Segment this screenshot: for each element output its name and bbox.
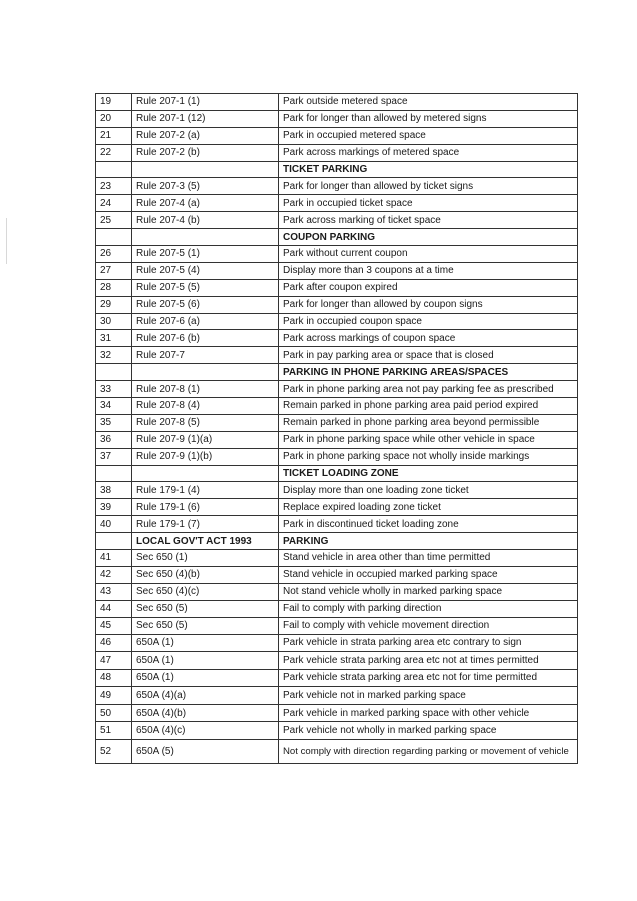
rule-reference-cell: Rule 207-1 (1) bbox=[132, 94, 279, 111]
rule-reference-cell: 650A (1) bbox=[132, 652, 279, 670]
offence-description-cell: Park outside metered space bbox=[279, 94, 578, 111]
offence-description-cell: Park for longer than allowed by coupon signs bbox=[279, 296, 578, 313]
offence-description-cell: Park vehicle in marked parking space with other vehicle bbox=[279, 704, 578, 722]
offence-number-cell bbox=[96, 161, 132, 178]
rule-reference-cell bbox=[132, 229, 279, 246]
rule-reference-cell bbox=[132, 364, 279, 381]
section-header-row bbox=[96, 229, 578, 246]
table-row bbox=[96, 127, 578, 144]
offence-description-cell: Stand vehicle in occupied marked parking space bbox=[279, 566, 578, 583]
offence-number-cell: 24 bbox=[96, 195, 132, 212]
rule-reference-cell bbox=[132, 465, 279, 482]
offence-description-cell: TICKET PARKING bbox=[279, 161, 578, 178]
offence-number-cell: 19 bbox=[96, 94, 132, 111]
offence-description-cell: Park for longer than allowed by metered signs bbox=[279, 110, 578, 127]
offence-number-cell bbox=[96, 533, 132, 550]
offence-number-cell: 45 bbox=[96, 617, 132, 634]
offence-number-cell: 52 bbox=[96, 740, 132, 764]
rule-reference-cell: Rule 207-3 (5) bbox=[132, 178, 279, 195]
offence-description-cell: Fail to comply with parking direction bbox=[279, 600, 578, 617]
offence-description-cell: Stand vehicle in area other than time permitted bbox=[279, 550, 578, 567]
offence-number-cell bbox=[96, 364, 132, 381]
offence-description-cell: Park across markings of metered space bbox=[279, 144, 578, 161]
table-row bbox=[96, 381, 578, 398]
offence-description-cell: Park in occupied coupon space bbox=[279, 313, 578, 330]
rule-reference-cell: 650A (1) bbox=[132, 634, 279, 652]
section-header-row bbox=[96, 161, 578, 178]
offence-description-cell: Park vehicle not wholly in marked parking space bbox=[279, 722, 578, 740]
table-row bbox=[96, 279, 578, 296]
table-row bbox=[96, 431, 578, 448]
table-row bbox=[96, 566, 578, 583]
table-row bbox=[96, 482, 578, 499]
offence-number-cell: 50 bbox=[96, 704, 132, 722]
rule-reference-cell: Rule 207-2 (b) bbox=[132, 144, 279, 161]
offence-description-cell: Park in phone parking space not wholly inside markings bbox=[279, 448, 578, 465]
offence-description-cell: Park in occupied metered space bbox=[279, 127, 578, 144]
offence-number-cell: 36 bbox=[96, 431, 132, 448]
offence-description-cell: PARKING IN PHONE PARKING AREAS/SPACES bbox=[279, 364, 578, 381]
rule-reference-cell: Sec 650 (4)(c) bbox=[132, 583, 279, 600]
offence-number-cell: 25 bbox=[96, 212, 132, 229]
table-row bbox=[96, 687, 578, 705]
table-row bbox=[96, 652, 578, 670]
offence-number-cell: 31 bbox=[96, 330, 132, 347]
rule-reference-cell: Sec 650 (1) bbox=[132, 550, 279, 567]
offence-description-cell: Park in phone parking area not pay parking fee as prescribed bbox=[279, 381, 578, 398]
table-row bbox=[96, 414, 578, 431]
offence-description-cell: Park in pay parking area or space that is closed bbox=[279, 347, 578, 364]
rule-reference-cell: Rule 179-1 (6) bbox=[132, 499, 279, 516]
offence-description-cell: COUPON PARKING bbox=[279, 229, 578, 246]
rule-reference-cell: Rule 207-4 (b) bbox=[132, 212, 279, 229]
rule-reference-cell: 650A (4)(b) bbox=[132, 704, 279, 722]
offence-number-cell: 37 bbox=[96, 448, 132, 465]
table-row bbox=[96, 669, 578, 687]
offence-number-cell: 30 bbox=[96, 313, 132, 330]
offence-number-cell: 26 bbox=[96, 246, 132, 263]
rule-reference-cell: 650A (4)(c) bbox=[132, 722, 279, 740]
scan-edge-mark bbox=[6, 218, 7, 264]
table-row bbox=[96, 499, 578, 516]
offence-description-cell: Remain parked in phone parking area beyond permissible bbox=[279, 414, 578, 431]
rule-reference-cell: 650A (5) bbox=[132, 740, 279, 764]
offence-description-cell: Park vehicle in strata parking area etc contrary to sign bbox=[279, 634, 578, 652]
offence-number-cell: 23 bbox=[96, 178, 132, 195]
section-header-row bbox=[96, 533, 578, 550]
offence-number-cell: 39 bbox=[96, 499, 132, 516]
offence-number-cell: 21 bbox=[96, 127, 132, 144]
table-row bbox=[96, 347, 578, 364]
offence-number-cell: 34 bbox=[96, 398, 132, 415]
offence-description-cell: Replace expired loading zone ticket bbox=[279, 499, 578, 516]
section-header-row bbox=[96, 364, 578, 381]
rule-reference-cell: Rule 207-1 (12) bbox=[132, 110, 279, 127]
table-row bbox=[96, 212, 578, 229]
rule-reference-cell: Rule 207-8 (4) bbox=[132, 398, 279, 415]
table-row bbox=[96, 448, 578, 465]
offence-number-cell: 42 bbox=[96, 566, 132, 583]
section-header-row bbox=[96, 465, 578, 482]
offence-number-cell: 49 bbox=[96, 687, 132, 705]
rule-reference-cell: Rule 207-8 (1) bbox=[132, 381, 279, 398]
table-row bbox=[96, 262, 578, 279]
offence-description-cell: Park without current coupon bbox=[279, 246, 578, 263]
offence-number-cell: 35 bbox=[96, 414, 132, 431]
rule-reference-cell: 650A (4)(a) bbox=[132, 687, 279, 705]
rule-reference-cell: Sec 650 (5) bbox=[132, 600, 279, 617]
offence-number-cell: 33 bbox=[96, 381, 132, 398]
table-row bbox=[96, 634, 578, 652]
offence-description-cell: Park vehicle not in marked parking space bbox=[279, 687, 578, 705]
table-row bbox=[96, 722, 578, 740]
rule-reference-cell: Rule 207-9 (1)(b) bbox=[132, 448, 279, 465]
offence-number-cell: 38 bbox=[96, 482, 132, 499]
rule-reference-cell: Rule 207-5 (4) bbox=[132, 262, 279, 279]
table-row bbox=[96, 330, 578, 347]
offence-number-cell: 20 bbox=[96, 110, 132, 127]
offence-description-cell: Display more than 3 coupons at a time bbox=[279, 262, 578, 279]
offence-description-cell: Display more than one loading zone ticket bbox=[279, 482, 578, 499]
rule-reference-cell: Rule 179-1 (4) bbox=[132, 482, 279, 499]
rule-reference-cell: Rule 207-6 (a) bbox=[132, 313, 279, 330]
table-row bbox=[96, 296, 578, 313]
table-row bbox=[96, 600, 578, 617]
offence-number-cell: 44 bbox=[96, 600, 132, 617]
rule-reference-cell: Rule 207-7 bbox=[132, 347, 279, 364]
table-row bbox=[96, 704, 578, 722]
offence-description-cell: PARKING bbox=[279, 533, 578, 550]
table-row bbox=[96, 583, 578, 600]
table-row bbox=[96, 144, 578, 161]
rule-reference-cell: Rule 207-9 (1)(a) bbox=[132, 431, 279, 448]
rule-reference-cell: Rule 207-8 (5) bbox=[132, 414, 279, 431]
offence-description-cell: Fail to comply with vehicle movement direction bbox=[279, 617, 578, 634]
rule-reference-cell: LOCAL GOV'T ACT 1993 bbox=[132, 533, 279, 550]
table-row bbox=[96, 313, 578, 330]
offence-description-cell: Park in occupied ticket space bbox=[279, 195, 578, 212]
table-row bbox=[96, 550, 578, 567]
offence-description-cell: Not stand vehicle wholly in marked parking space bbox=[279, 583, 578, 600]
rule-reference-cell: Rule 179-1 (7) bbox=[132, 516, 279, 533]
offence-number-cell: 41 bbox=[96, 550, 132, 567]
table-row bbox=[96, 516, 578, 533]
offence-description-cell: Park in discontinued ticket loading zone bbox=[279, 516, 578, 533]
rule-reference-cell: Rule 207-4 (a) bbox=[132, 195, 279, 212]
table-row bbox=[96, 110, 578, 127]
rule-reference-cell: Rule 207-5 (6) bbox=[132, 296, 279, 313]
offence-description-cell: Park after coupon expired bbox=[279, 279, 578, 296]
offence-number-cell: 22 bbox=[96, 144, 132, 161]
rule-reference-cell: Rule 207-2 (a) bbox=[132, 127, 279, 144]
offence-number-cell: 32 bbox=[96, 347, 132, 364]
offence-number-cell: 43 bbox=[96, 583, 132, 600]
offence-number-cell: 48 bbox=[96, 669, 132, 687]
offence-description-cell: Park vehicle strata parking area etc not at times permitted bbox=[279, 652, 578, 670]
offence-number-cell: 46 bbox=[96, 634, 132, 652]
offence-number-cell: 51 bbox=[96, 722, 132, 740]
offence-description-cell: Remain parked in phone parking area paid period expired bbox=[279, 398, 578, 415]
offence-description-cell: Park across marking of ticket space bbox=[279, 212, 578, 229]
offence-number-cell bbox=[96, 229, 132, 246]
rule-reference-cell: Rule 207-5 (5) bbox=[132, 279, 279, 296]
rule-reference-cell: Sec 650 (4)(b) bbox=[132, 566, 279, 583]
table-row bbox=[96, 94, 578, 111]
rule-reference-cell: Rule 207-6 (b) bbox=[132, 330, 279, 347]
offence-description-cell: Not comply with direction regarding parking or movement of vehicle bbox=[279, 740, 578, 764]
offence-description-cell: TICKET LOADING ZONE bbox=[279, 465, 578, 482]
table-row bbox=[96, 195, 578, 212]
offence-number-cell: 29 bbox=[96, 296, 132, 313]
offence-number-cell: 28 bbox=[96, 279, 132, 296]
offence-number-cell: 27 bbox=[96, 262, 132, 279]
offence-description-cell: Park for longer than allowed by ticket signs bbox=[279, 178, 578, 195]
table-row bbox=[96, 398, 578, 415]
offence-number-cell: 47 bbox=[96, 652, 132, 670]
rule-reference-cell bbox=[132, 161, 279, 178]
rule-reference-cell: Sec 650 (5) bbox=[132, 617, 279, 634]
table-row bbox=[96, 617, 578, 634]
offence-description-cell: Park across markings of coupon space bbox=[279, 330, 578, 347]
rule-reference-cell: Rule 207-5 (1) bbox=[132, 246, 279, 263]
table-row bbox=[96, 178, 578, 195]
offences-table-body bbox=[96, 94, 578, 764]
offence-number-cell bbox=[96, 465, 132, 482]
table-row bbox=[96, 246, 578, 263]
rule-reference-cell: 650A (1) bbox=[132, 669, 279, 687]
offence-description-cell: Park in phone parking space while other vehicle in space bbox=[279, 431, 578, 448]
table-row bbox=[96, 740, 578, 764]
offences-table bbox=[95, 93, 578, 764]
offence-number-cell: 40 bbox=[96, 516, 132, 533]
offence-description-cell: Park vehicle strata parking area etc not for time permitted bbox=[279, 669, 578, 687]
